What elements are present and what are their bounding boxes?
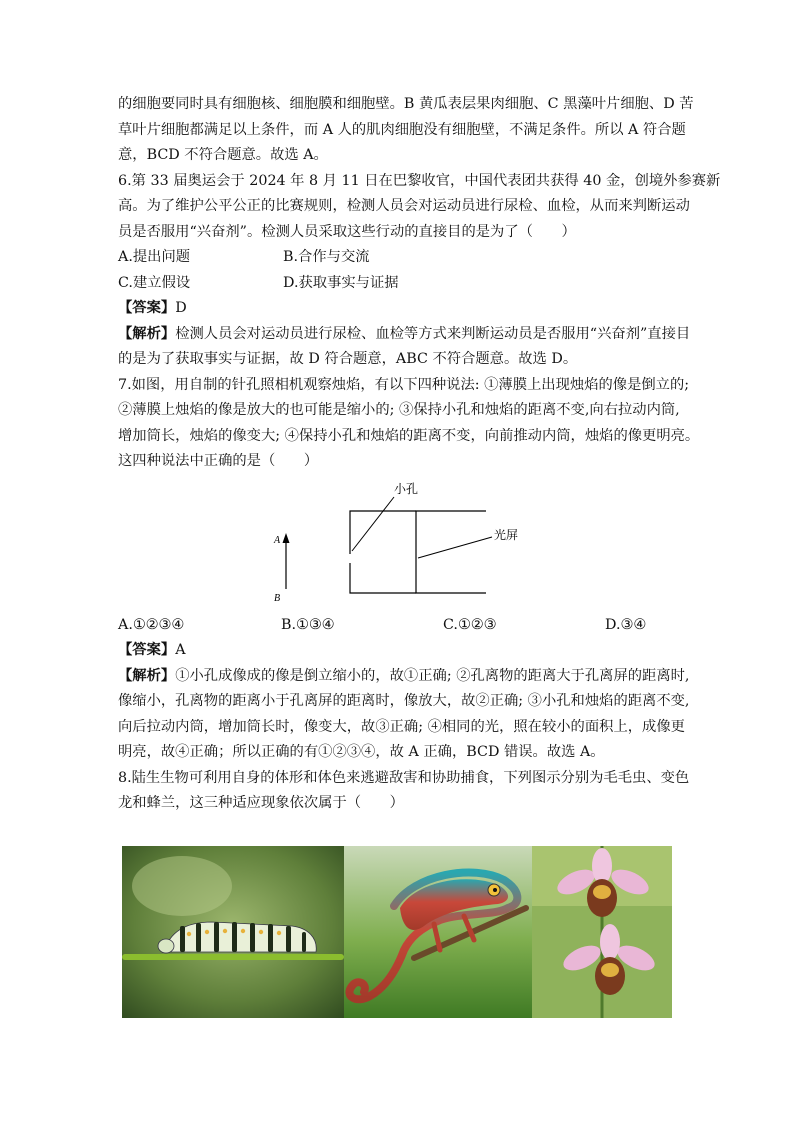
chameleon-photo	[344, 846, 532, 1018]
analysis-label: 【解析】	[118, 325, 176, 342]
intro-line: 的细胞要同时具有细胞核、细胞膜和细胞壁。B 黄瓜表层果肉细胞、C 黑藻叶片细胞、D 苦	[118, 96, 694, 112]
label-a: A	[274, 534, 281, 546]
q6-stem-line: 员是否服用“兴奋剂”。检测人员采取这些行动的直接目的是为了（ ）	[118, 223, 576, 240]
q7-stem-line: 这四种说法中正确的是（ ）	[118, 453, 319, 469]
q7-stem-line: 7.如图，用自制的针孔照相机观察烛焰，有以下四种说法: ①薄膜上出现烛焰的像是倒立的;	[118, 376, 690, 393]
pinhole-camera-diagram	[118, 481, 678, 613]
q7-option-b: B.①③④	[281, 616, 335, 633]
intro-line: 草叶片细胞都满足以上条件，而 A 人的肌肉细胞没有细胞壁，不满足条件。所以 A 符合题	[118, 121, 686, 138]
q7-analysis-line	[118, 664, 690, 690]
q6-stem-line: 高。为了维护公平公正的比赛规则，检测人员会对运动员进行尿检、血检，从而来判断运动	[118, 198, 690, 214]
q8-stem-line: 8.陆生生物可利用自身的体形和体色来逃避敌害和协助捕食，下列图示分别为毛毛虫、变色	[118, 769, 690, 786]
q7-analysis-line: 明亮，故④正确；所以正确的有①②③④，故 A 正确，BCD 错误。故选 A。	[118, 744, 605, 760]
caterpillar-photo	[122, 846, 344, 1018]
q8-stem-line: 龙和蜂兰，这三种适应现象依次属于（ ）	[118, 795, 404, 811]
q7-answer	[118, 638, 678, 664]
caterpillar	[158, 922, 316, 953]
q6-option-b: B.合作与交流	[283, 249, 370, 265]
adaptation-photos	[122, 846, 672, 1018]
outer-tube-bottom	[350, 563, 416, 593]
answer-label: 【答案】	[118, 300, 176, 316]
q7-stem-line: ②薄膜上烛焰的像是放大的也可能是缩小的; ③保持小孔和烛焰的距离不变,向右拉动内筒,	[118, 402, 680, 418]
q7-option-c: C.①②③	[443, 616, 497, 633]
analysis-label: 【解析】	[118, 667, 176, 684]
q6-option-a: A.提出问题	[118, 249, 191, 265]
intro-line: 意，BCD 不符合题意。故选 A。	[118, 147, 328, 163]
q7-stem-line: 增加筒长，烛焰的像变大; ④保持小孔和烛焰的距离不变，向前推动内筒，烛焰的像更明亮。	[118, 427, 700, 444]
analysis-text: ①小孔成像成的像是倒立缩小的，故①正确; ②孔离物的距离大于孔离屏的距离时,	[175, 667, 690, 684]
q7-analysis-line: 像缩小，孔离物的距离小于孔离屏的距离时，像放大，故②正确; ③小孔和烛焰的距离不变,	[118, 693, 690, 709]
answer-label: 【答案】	[118, 642, 176, 658]
label-b: B	[274, 592, 281, 604]
screen-leader-line	[418, 537, 492, 558]
analysis-text: 检测人员会对运动员进行尿检、血检等方式来判断运动员是否服用“兴奋剂”直接目	[175, 325, 691, 342]
q6-option-c: C.建立假设	[118, 274, 191, 291]
inner-tube	[416, 511, 486, 593]
q7-option-a: A.①②③④	[118, 616, 185, 633]
label-screen: 光屏	[494, 527, 519, 542]
answer-value: A	[175, 642, 186, 658]
q6-answer	[118, 296, 678, 322]
bee-orchid-photo	[532, 846, 672, 1018]
q6-analysis-line	[118, 322, 691, 348]
question-7	[118, 373, 700, 766]
question-8	[118, 766, 690, 817]
q6-stem-line: 6.第 33 届奥运会于 2024 年 8 月 11 日在巴黎收官，中国代表团共获得 40 金，创境外参赛新	[118, 172, 721, 189]
question-6	[118, 169, 721, 373]
q7-analysis-line: 向后拉动内筒，增加筒长时，像变大，故③正确; ④相同的光，照在较小的面积上，成像更	[118, 718, 685, 735]
q7-option-d: D.③④	[605, 616, 647, 633]
document-page	[118, 92, 721, 817]
answer-value: D	[175, 300, 187, 316]
pinhole-camera-svg	[270, 481, 530, 611]
q7-options-row	[118, 613, 678, 639]
hole-leader-line	[352, 497, 394, 551]
candle-arrow-head	[283, 533, 290, 543]
q6-option-d: D.获取事实与证据	[283, 274, 399, 291]
q6-options-row	[118, 245, 678, 271]
q6-options-row	[118, 271, 678, 297]
label-hole: 小孔	[394, 481, 419, 496]
outer-tube-top	[350, 511, 416, 554]
q6-analysis-line: 的是为了获取事实与证据，故 D 符合题意，ABC 不符合题意。故选 D。	[118, 351, 578, 367]
